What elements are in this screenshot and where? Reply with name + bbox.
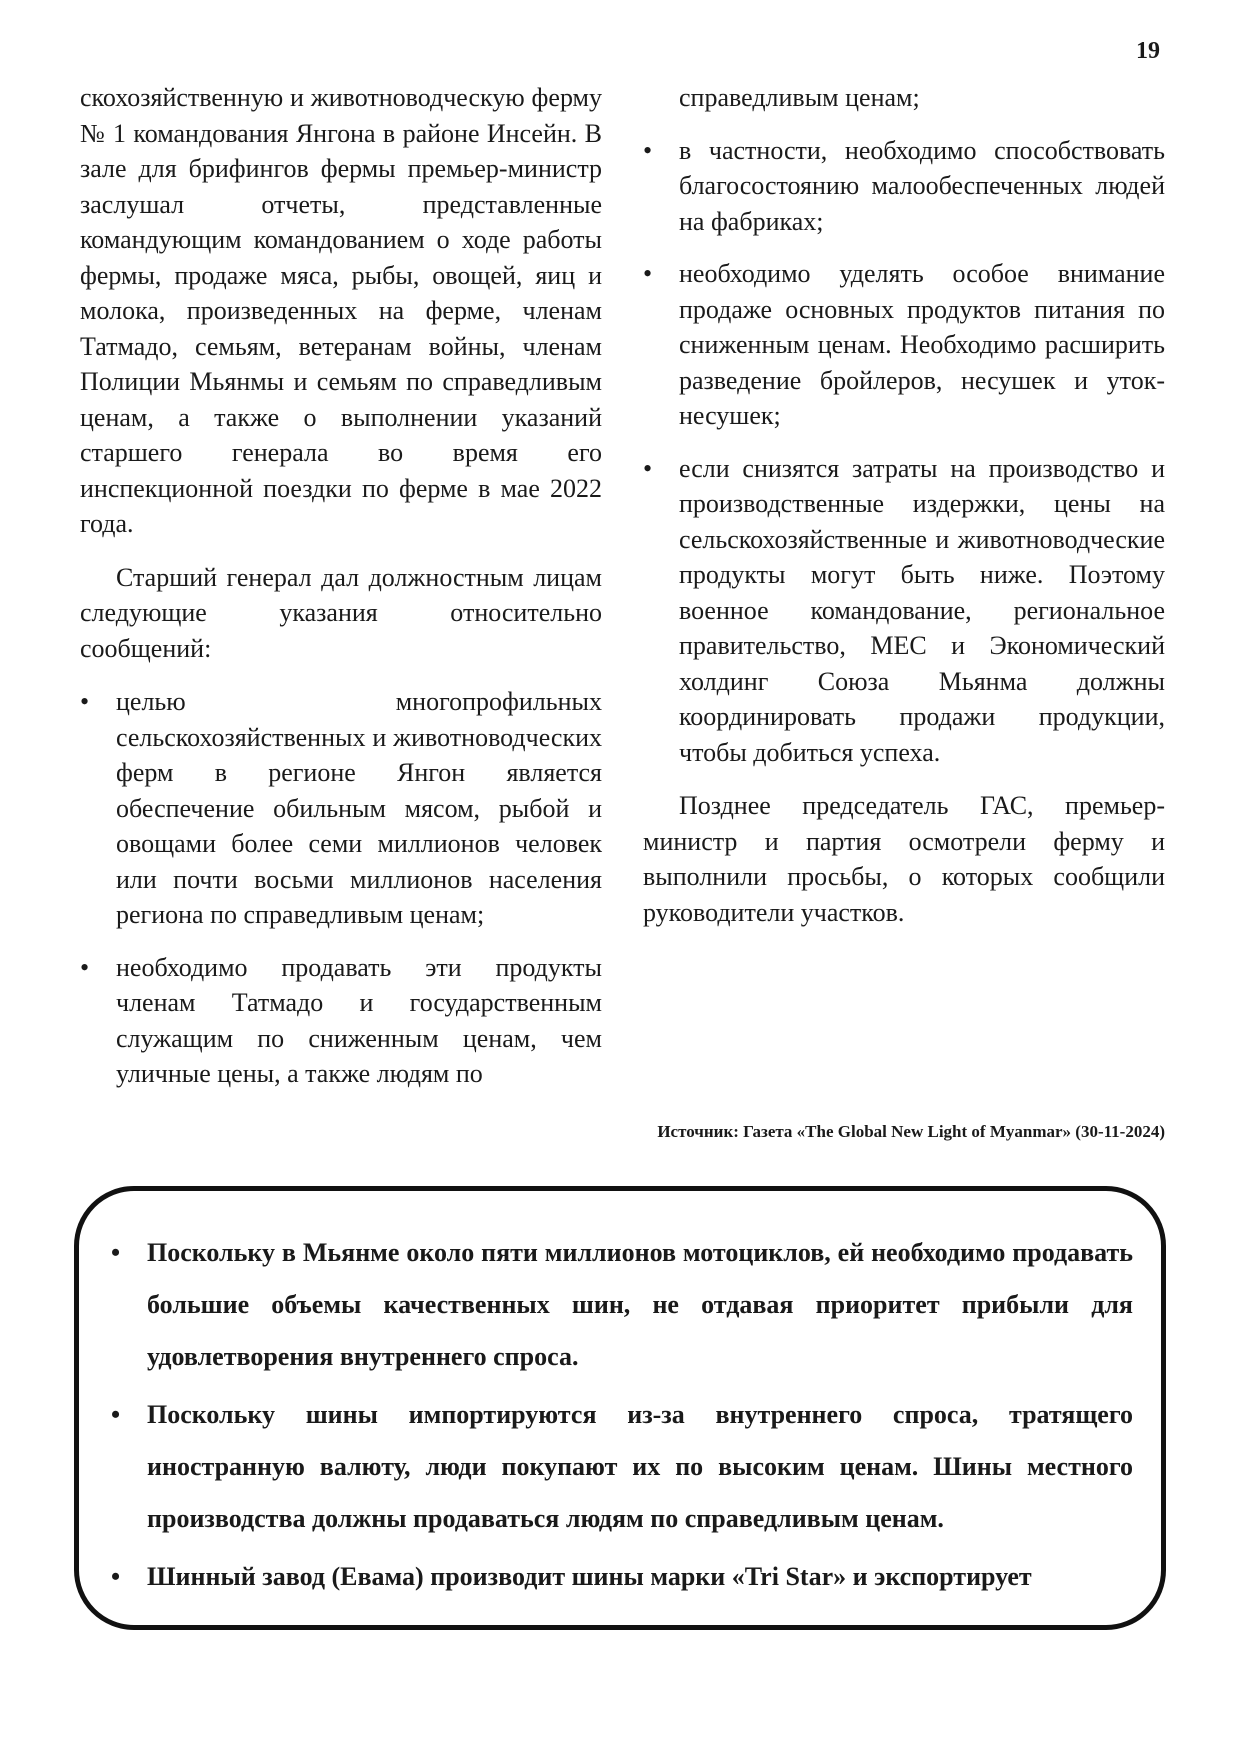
list-item-continuation: справедливым ценам; [679, 83, 920, 112]
callout-item: • Шинный завод (Евама) производит шины марки «Tri Star» и экспортирует [107, 1551, 1133, 1603]
paragraph: скохозяйственную и животноводческую ферму № 1 командования Янгона в районе Инсейн. В зале для брифингов фермы премьер-министр заслушал отчеты, представленные командующим командованием о ходе работы фермы, продаже мяса, рыбы, овощей, яиц и молока, произведенных на ферме, членам Татмадо, семьям, ветеранам войны, членам Полиции Мьянмы и семьям по справедливым ценам, а также о выполнении указаний старшего генерала во время его инспекционной поездки по ферме в мае 2022 года. [80, 83, 602, 538]
callout-item: • Поскольку в Мьянме около пяти миллионов мотоциклов, ей необходимо продавать большие объемы качественных шин, не отдавая приоритет прибыли для удовлетворения внутреннего спроса. [107, 1227, 1133, 1383]
callout-box [74, 1186, 1166, 1630]
left-column [80, 80, 602, 1110]
right-column [643, 80, 1165, 948]
bullet-list [80, 684, 602, 1092]
list-item: • если снизятся затраты на производство и производственные издержки, цены на сельскохозяйственные и животноводческие продукты могут быть ниже. Поэтому военное командование, региональное правительство, MEC и Экономический холдинг Союза Мьянма должны координировать продажи продукции, чтобы добиться успеха. [643, 451, 1165, 771]
list-item: • необходимо продавать эти продукты членам Татмадо и государственным служащим по сниженным ценам, чем уличные цены, а также людям по [80, 950, 602, 1092]
paragraph: Старший генерал дал должностным лицам следующие указания относительно сообщений: [80, 562, 602, 663]
source-citation: Источник: Газета «The Global New Light of Myanmar» (30-11-2024) [657, 1122, 1165, 1141]
list-item: • необходимо уделять особое внимание продаже основных продуктов питания по сниженным ценам. Необходимо расширить разведение бройлеров, несушек и уток-несушек; [643, 256, 1165, 434]
list-item: • целью многопрофильных сельскохозяйственных и животноводческих ферм в регионе Янгон является обеспечение обильным мясом, рыбой и овощами более семи миллионов человек или почти восьми миллионов населения региона по справедливым ценам; [80, 684, 602, 933]
list-item: • в частности, необходимо способствовать благосостоянию малообеспеченных людей на фабриках; [643, 133, 1165, 240]
paragraph: Позднее председатель ГАС, премьер-министр и партия осмотрели ферму и выполнили просьбы, о которых сообщили руководители участков. [643, 791, 1165, 927]
page-number: 19 [1136, 38, 1160, 64]
callout-list [79, 1191, 1161, 1603]
bullet-list [643, 80, 1165, 770]
callout-item: • Поскольку шины импортируются из-за внутреннего спроса, тратящего иностранную валюту, люди покупают их по высоким ценам. Шины местного производства должны продаваться людям по справедливым ценам. [107, 1389, 1133, 1545]
